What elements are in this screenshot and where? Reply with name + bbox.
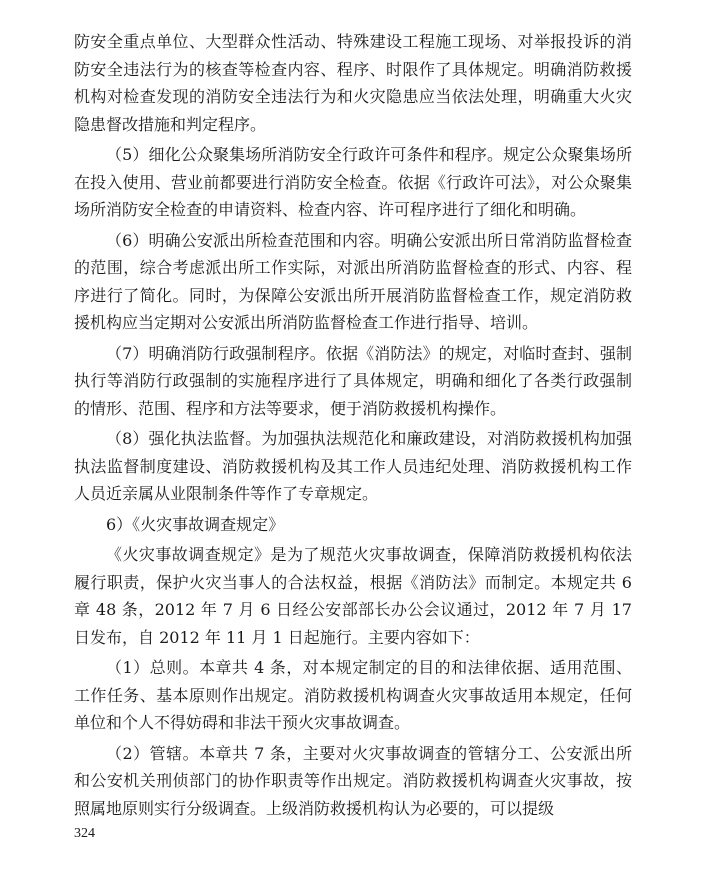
paragraph-general-provisions: （1）总则。本章共 4 条，对本规定制定的目的和法律依据、适用范围、工作任务、基本原则作出规定。消防救援机构调查火灾事故适用本规定，任何单位和个人不得妨碍和非法干预火灾事故调查。 (74, 658, 632, 732)
paragraph-continuation: 防安全重点单位、大型群众性活动、特殊建设工程施工现场、对举报投诉的消防安全违法行为的核查等检查内容、程序、时限作了具体规定。明确消防救援机构对检查发现的消防安全违法行为和火灾隐患应当依法处理，明确重大火灾隐患督改措施和判定程序。 (74, 32, 632, 134)
paragraph-item-6: （6）明确公安派出所检查范围和内容。明确公安派出所日常消防监督检查的范围，综合考虑派出所工作实际，对派出所消防监督检查的形式、内容、程序进行了简化。同时，为保障公安派出所开展消防监督检查工作，规定消防救援机构应当定期对公安派出所消防监督检查工作进行指导、培训。 (74, 230, 632, 332)
paragraph-item-7: （7）明确消防行政强制程序。依据《消防法》的规定，对临时查封、强制执行等消防行政强制的实施程序进行了具体规定，明确和细化了各类行政强制的情形、范围、程序和方法等要求，便于消防救援机构操作。 (74, 343, 632, 418)
paragraph-item-8: （8）强化执法监督。为加强执法规范化和廉政建设，对消防救援机构加强执法监督制度建设、消防救援机构及其工作人员违纪处理、消防救援机构工作人员近亲属从业限制条件等作了专章规定。 (74, 429, 632, 503)
paragraph-jurisdiction: （2）管辖。本章共 7 条，主要对火灾事故调查的管辖分工、公安派出所和公安机关刑侦部门的协作职责等作出规定。消防救援机构调查火灾事故，按照属地原则实行分级调查。上级消防救援机构认为必要的，可以提级 (74, 743, 632, 818)
paragraph-intro: 《火灾事故调查规定》是为了规范火灾事故调查，保障消防救援机构依法履行职责，保护火灾当事人的合法权益，根据《消防法》而制定。本规定共 6 章 48 条，2012 年 7 月 6 日经公安部部长办公会议通过，2012 年 7 月 17 日发布，自 2012 年 11 月 1 日起施行。主要内容如下： (74, 545, 632, 647)
page-number: 324 (74, 826, 95, 841)
section-heading: 6）《火灾事故调查规定》 (106, 514, 285, 534)
paragraph-item-5: （5）细化公众聚集场所消防安全行政许可条件和程序。规定公众聚集场所在投入使用、营业前都要进行消防安全检查。依据《行政许可法》，对公众聚集场所消防安全检查的申请资料、检查内容、许可程序进行了细化和明确。 (74, 145, 632, 219)
document-body (74, 28, 632, 822)
